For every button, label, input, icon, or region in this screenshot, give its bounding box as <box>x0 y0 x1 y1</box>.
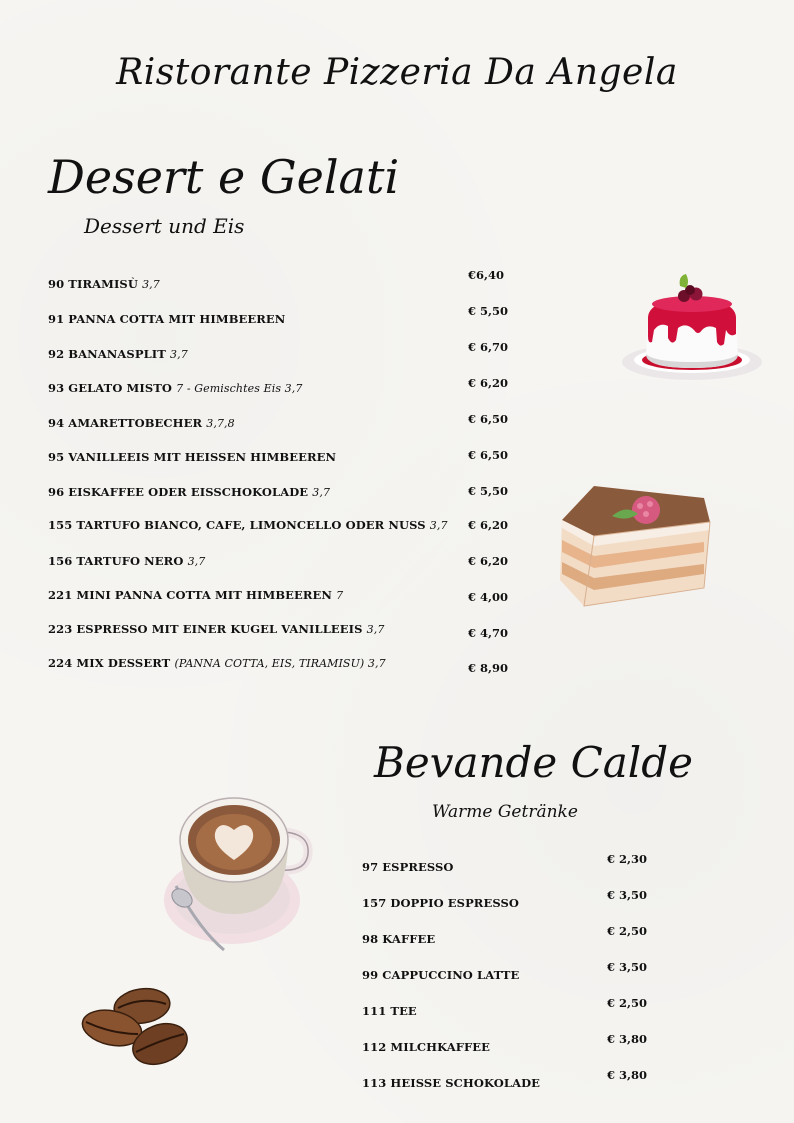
item-price: € 4,70 <box>468 626 509 640</box>
item-name: 155 TARTUFO BIANCO, CAFE, LIMONCELLO ODER NUSS <box>48 518 426 532</box>
item-name: 156 TARTUFO NERO <box>48 554 184 568</box>
item-allergens: 7 - Gemischtes Eis 3,7 <box>176 382 303 395</box>
item-name: 93 GELATO MISTO <box>48 381 173 395</box>
item-price: € 6,70 <box>468 340 509 354</box>
item-allergens: 3,7 <box>312 486 331 499</box>
item-price: € 2,30 <box>607 852 648 866</box>
item-price: € 5,50 <box>468 484 509 498</box>
item-allergens: 3,7 <box>366 623 385 636</box>
item-allergens: 3,7 <box>170 348 188 361</box>
item-name: 95 VANILLEEIS MIT HEISSEN HIMBEEREN <box>48 450 337 464</box>
item-name: 223 ESPRESSO MIT EINER KUGEL VANILLEEIS <box>48 622 363 636</box>
item-price: €6,40 <box>468 268 505 282</box>
item-name: 90 TIRAMISÙ <box>48 277 138 291</box>
item-price: € 3,50 <box>607 960 648 974</box>
item-allergens: 3,7 <box>187 555 206 568</box>
item-name: 98 KAFFEE <box>362 932 436 946</box>
item-price: € 3,50 <box>607 888 648 902</box>
item-price: € 6,20 <box>468 554 509 568</box>
item-name: 99 CAPPUCCINO LATTE <box>362 968 520 982</box>
item-allergens: 3,7 <box>429 519 448 532</box>
item-name: 91 PANNA COTTA MIT HIMBEEREN <box>48 312 286 326</box>
item-price: € 8,90 <box>468 661 509 675</box>
drinks-section-heading: Bevande Calde <box>374 738 693 787</box>
item-price: € 6,50 <box>468 448 509 462</box>
item-price: € 6,20 <box>468 518 509 532</box>
item-price: € 3,80 <box>607 1068 648 1082</box>
item-name: 97 ESPRESSO <box>362 860 454 874</box>
dessert-section-heading: Desert e Gelati <box>48 150 400 204</box>
item-price: € 3,80 <box>607 1032 648 1046</box>
item-name: 96 EISKAFFEE ODER EISSCHOKOLADE <box>48 485 309 499</box>
item-allergens: 3,7,8 <box>206 417 235 430</box>
item-allergens: (PANNA COTTA, EIS, TIRAMISU) 3,7 <box>174 657 386 670</box>
tiramisu-icon <box>554 476 714 610</box>
item-name: 157 DOPPIO ESPRESSO <box>362 896 520 910</box>
item-price: € 2,50 <box>607 996 648 1010</box>
item-price: € 2,50 <box>607 924 648 938</box>
item-price: € 6,50 <box>468 412 509 426</box>
coffee-beans-icon <box>76 982 196 1074</box>
item-name: 113 HEISSE SCHOKOLADE <box>362 1076 541 1090</box>
item-name: 94 AMARETTOBECHER <box>48 416 203 430</box>
item-name: 224 MIX DESSERT <box>48 656 171 670</box>
restaurant-title: Ristorante Pizzeria Da Angela <box>116 52 678 93</box>
item-name: 111 TEE <box>362 1004 417 1018</box>
item-name: 221 MINI PANNA COTTA MIT HIMBEEREN <box>48 588 332 602</box>
item-allergens: 7 <box>336 589 344 602</box>
item-name: 112 MILCHKAFFEE <box>362 1040 491 1054</box>
panna-cotta-icon <box>620 272 764 384</box>
item-price: € 4,00 <box>468 590 509 604</box>
cappuccino-cup-icon <box>160 790 316 960</box>
item-name: 92 BANANASPLIT <box>48 347 166 361</box>
dessert-section-subheading: Dessert und Eis <box>84 214 245 238</box>
item-allergens: 3,7 <box>142 278 160 291</box>
drinks-section-subheading: Warme Getränke <box>432 802 578 822</box>
item-price: € 5,50 <box>468 304 509 318</box>
item-price: € 6,20 <box>468 376 509 390</box>
